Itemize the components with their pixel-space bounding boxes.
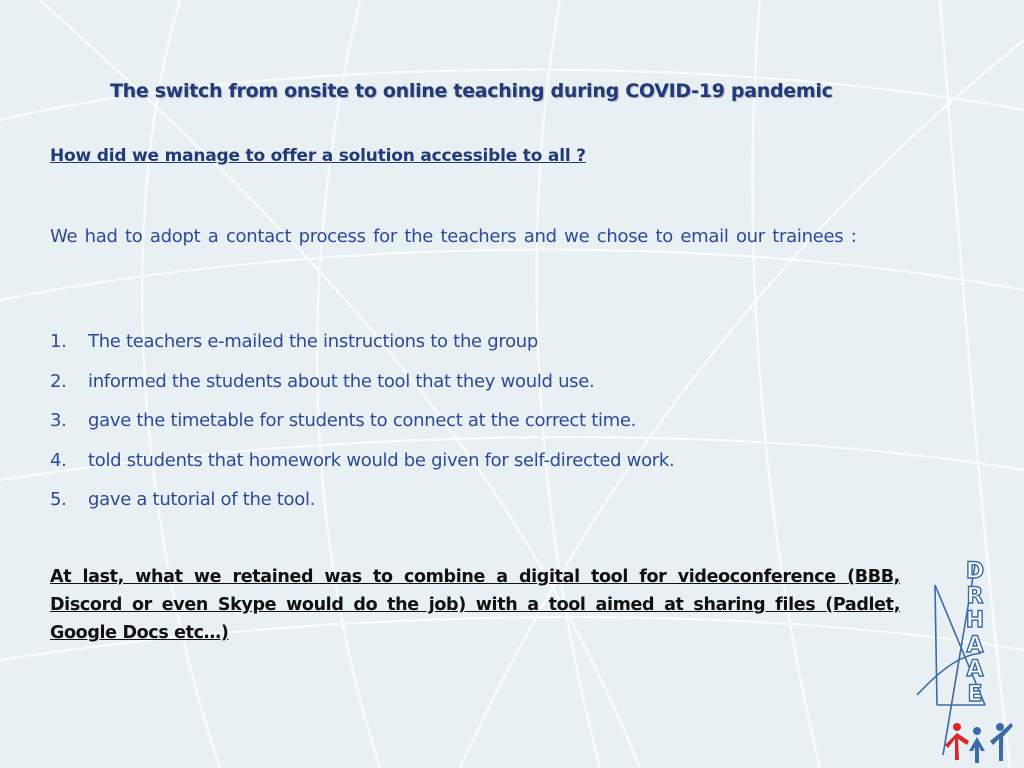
list-number: 5. (50, 489, 67, 510)
logo-letter: H (965, 608, 985, 633)
list-item (50, 444, 870, 484)
slide-title: The switch from onsite to online teaching during COVID-19 pandemic (110, 80, 833, 102)
list-item-text: gave a tutorial of the tool. (88, 489, 316, 510)
logo-letter: R (966, 583, 984, 609)
list-item (50, 483, 870, 523)
steps-list (50, 325, 870, 523)
list-item (50, 404, 870, 444)
conclusion-paragraph (50, 563, 900, 647)
logo-letter: D (965, 559, 985, 584)
list-item (50, 325, 870, 365)
slide-subtitle: How did we manage to offer a solution accessible to all ? (50, 146, 586, 166)
intro-paragraph: We had to adopt a contact process for the teachers and we chose to email our trainees : (50, 226, 857, 247)
list-item-text: gave the timetable for students to connect at the correct time. (88, 410, 637, 431)
list-number: 2. (50, 370, 67, 392)
conclusion-text: At last, what we retained was to combine a digital tool for videoconference (BBB, Discord or even Skype would do the job) with a tool aimed at sharing files (Padlet, Google Docs etc…) (50, 567, 900, 643)
list-item-text: told students that homework would be given for self-directed work. (88, 449, 675, 471)
logo-letter: A (966, 657, 984, 682)
logo-letters (960, 560, 990, 707)
list-number: 1. (50, 331, 67, 352)
list-number: 3. (50, 410, 67, 431)
list-number: 4. (50, 449, 67, 471)
list-item (50, 365, 870, 405)
logo-letter: E (967, 681, 983, 707)
logo-letter: A (966, 632, 984, 658)
list-item-text: informed the students about the tool that they would use. (88, 370, 595, 392)
list-item-text: The teachers e-mailed the instructions to the group (88, 331, 539, 352)
figures-icon (945, 723, 969, 760)
